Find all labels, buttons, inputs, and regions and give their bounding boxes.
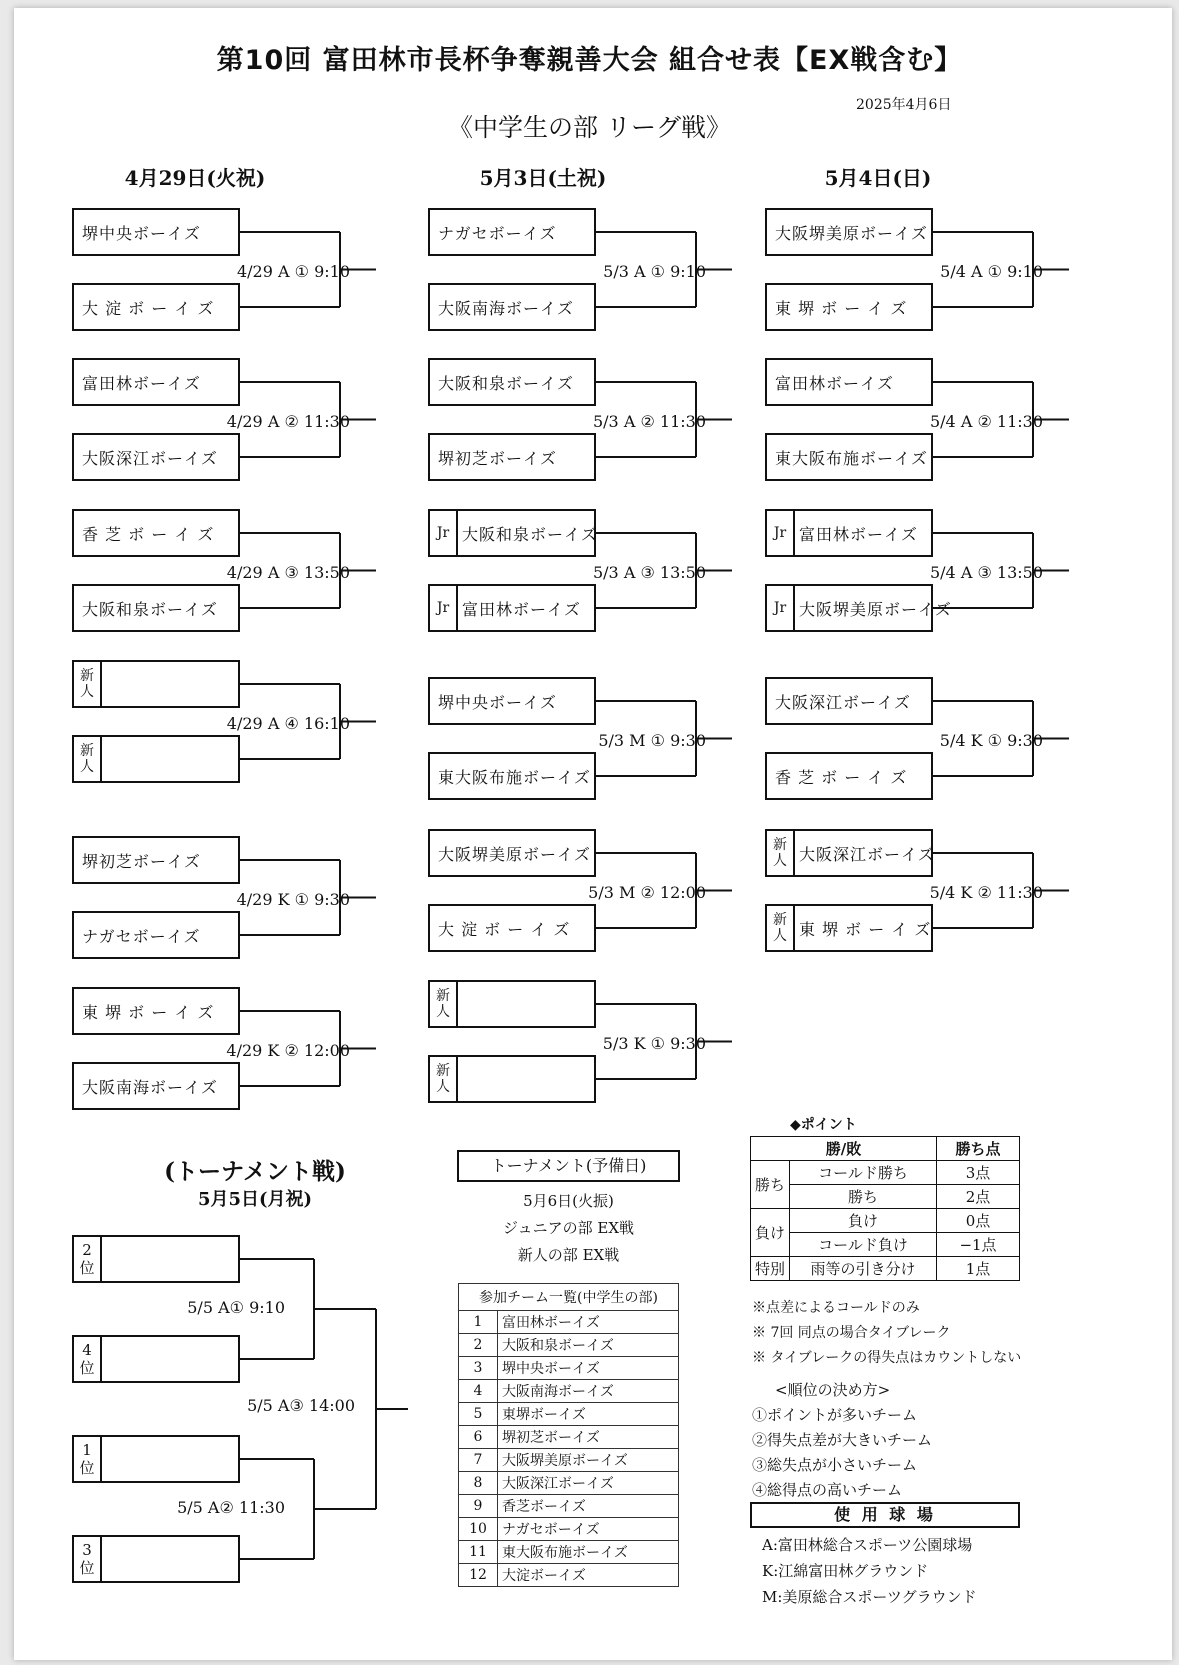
grounds-title: 使 用 球 場 <box>750 1502 1020 1528</box>
team-name: 富田林ボーイズ <box>82 373 201 393</box>
tournament-match-1: 5/5 A① 9:10 <box>187 1298 285 1317</box>
team-slot <box>428 509 596 557</box>
ranking-item-4: ④総得点の高いチーム <box>752 1481 903 1499</box>
team-name: 堺中央ボーイズ <box>438 692 557 712</box>
ground-a: A:富田林総合スポーツ公園球場 <box>762 1536 973 1554</box>
team-name: 堺中央ボーイズ <box>82 223 201 243</box>
team-name: 大阪堺美原ボーイズ <box>775 223 928 243</box>
match-info: 5/4 K ① 9:30 <box>939 731 1043 750</box>
issue-date: 2025年4月6日 <box>856 97 952 113</box>
team-slot <box>765 283 933 331</box>
called-lose-points: −1点 <box>937 1233 1020 1257</box>
ranking-item-2: ②得失点差が大きいチーム <box>752 1431 933 1449</box>
match-info: 4/29 A ④ 16:10 <box>226 714 350 733</box>
team-name: 大阪深江ボーイズ <box>775 692 911 712</box>
win-points: 2点 <box>937 1185 1020 1209</box>
team-slot <box>72 660 240 708</box>
match-info: 5/3 A ① 9:10 <box>603 262 706 281</box>
day-header-2: 5月3日(土祝) <box>479 166 607 190</box>
ranking-item-3: ③総失点が小さいチーム <box>752 1456 918 1474</box>
team-slot <box>72 584 240 632</box>
rain-points: 1点 <box>937 1257 1020 1281</box>
lose-group: 負け <box>751 1209 790 1257</box>
slot-tag: 新 人 <box>767 831 795 875</box>
team-name: 大阪和泉ボーイズ <box>462 524 598 544</box>
team-name: 大阪深江ボーイズ <box>799 844 935 864</box>
team-name: 堺初芝ボーイズ <box>438 448 557 468</box>
note-1: ※点差によるコールドのみ <box>752 1300 920 1316</box>
tournament-slot-3 <box>72 1435 240 1483</box>
team-slot <box>765 358 933 406</box>
rain-label: 雨等の引き分け <box>790 1257 937 1281</box>
team-slot <box>765 829 933 877</box>
team-slot <box>428 829 596 877</box>
team-slot <box>428 904 596 952</box>
team-slot <box>765 509 933 557</box>
tournament-final: 5/5 A③ 14:00 <box>247 1396 355 1415</box>
match-info: 5/3 M ② 12:00 <box>588 883 706 902</box>
team-name: 大阪南海ボーイズ <box>82 1077 218 1097</box>
team-slot <box>72 509 240 557</box>
team-list-name: 大阪和泉ボーイズ <box>498 1334 679 1357</box>
points-table <box>750 1136 1020 1281</box>
lose-label: 負け <box>790 1209 937 1233</box>
team-list-row <box>459 1472 679 1495</box>
team-slot <box>428 208 596 256</box>
team-number: 11 <box>459 1541 498 1564</box>
team-name: 大阪南海ボーイズ <box>438 298 574 318</box>
team-number: 12 <box>459 1564 498 1587</box>
team-slot <box>428 980 596 1028</box>
match-info: 4/29 K ① 9:30 <box>236 890 350 909</box>
team-list-name: 大阪堺美原ボーイズ <box>498 1449 679 1472</box>
team-number: 6 <box>459 1426 498 1449</box>
team-name: 大阪堺美原ボーイズ <box>799 599 952 619</box>
match-info: 4/29 A ② 11:30 <box>226 412 350 431</box>
team-list-row <box>459 1357 679 1380</box>
team-slot <box>765 752 933 800</box>
match-info: 4/29 A ① 9:10 <box>236 262 350 281</box>
team-name: ナガセボーイズ <box>438 223 557 243</box>
match-info: 5/4 K ② 11:30 <box>929 883 1043 902</box>
team-name: 大阪堺美原ボーイズ <box>438 844 591 864</box>
called-win-points: 3点 <box>937 1161 1020 1185</box>
team-name: 東大阪布施ボーイズ <box>775 448 928 468</box>
team-list-name: 東大阪布施ボーイズ <box>498 1541 679 1564</box>
slot-tag: 新 人 <box>74 662 102 706</box>
team-slot <box>72 735 240 783</box>
team-name: 香 芝 ボ ー イ ズ <box>82 524 215 544</box>
called-win-label: コールド勝ち <box>790 1161 937 1185</box>
team-list-row <box>459 1426 679 1449</box>
team-name <box>106 662 236 706</box>
team-slot <box>765 677 933 725</box>
team-list-table <box>458 1283 679 1587</box>
slot-tag: 新 人 <box>430 982 458 1026</box>
reserve-day-title: トーナメント(予備日) <box>457 1150 680 1182</box>
team-name <box>462 982 592 1026</box>
points-col-result: 勝/敗 <box>751 1137 937 1161</box>
page-title: 第10回 富田林市長杯争奪親善大会 組合せ表【EX戦含む】 <box>216 45 963 76</box>
rank-label: 4 位 <box>74 1337 102 1381</box>
team-slot <box>72 987 240 1035</box>
team-list-name: 東堺ボーイズ <box>498 1403 679 1426</box>
slot-tag: Jr <box>767 511 795 555</box>
ground-k: K:江綿富田林グラウンド <box>762 1562 929 1580</box>
match-info: 5/3 A ③ 13:50 <box>592 563 706 582</box>
team-slot <box>765 904 933 952</box>
team-slot <box>765 433 933 481</box>
team-slot <box>72 1062 240 1110</box>
win-label: 勝ち <box>790 1185 937 1209</box>
team-name: 東 堺 ボ ー イ ズ <box>799 919 932 939</box>
match-info: 4/29 A ③ 13:50 <box>226 563 350 582</box>
team-slot <box>72 836 240 884</box>
ground-m: M:美原総合スポーツグラウンド <box>762 1588 977 1606</box>
team-list-row <box>459 1518 679 1541</box>
team-list-row <box>459 1564 679 1587</box>
reserve-day-date: 5月6日(火振) <box>523 1192 614 1210</box>
tournament-slot-1 <box>72 1235 240 1283</box>
team-name: 大阪深江ボーイズ <box>82 448 218 468</box>
team-number: 10 <box>459 1518 498 1541</box>
team-number: 4 <box>459 1380 498 1403</box>
team-list-row <box>459 1380 679 1403</box>
team-number: 1 <box>459 1311 498 1334</box>
team-name: 東 堺 ボ ー イ ズ <box>82 1002 215 1022</box>
team-list-row <box>459 1495 679 1518</box>
team-name <box>462 1057 592 1101</box>
team-slot <box>428 677 596 725</box>
slot-tag: 新 人 <box>74 737 102 781</box>
tournament-slot-4 <box>72 1535 240 1583</box>
team-name: ナガセボーイズ <box>82 926 201 946</box>
team-name: 富田林ボーイズ <box>799 524 918 544</box>
team-slot <box>765 584 952 632</box>
rank-label: 1 位 <box>74 1437 102 1481</box>
team-name: 富田林ボーイズ <box>462 599 581 619</box>
team-name: 東 堺 ボ ー イ ズ <box>775 298 908 318</box>
team-list-name: 大阪深江ボーイズ <box>498 1472 679 1495</box>
team-number: 3 <box>459 1357 498 1380</box>
team-number: 5 <box>459 1403 498 1426</box>
day-header-3: 5月4日(日) <box>824 166 932 190</box>
ranking-item-1: ①ポイントが多いチーム <box>752 1406 918 1424</box>
team-slot <box>428 433 596 481</box>
team-list-name: 大淀ボーイズ <box>498 1564 679 1587</box>
rank-label: 3 位 <box>74 1537 102 1581</box>
note-3: ※ タイブレークの得失点はカウントしない <box>752 1350 1022 1366</box>
reserve-junior-ex: ジュニアの部 EX戦 <box>502 1219 635 1237</box>
team-list-row <box>459 1449 679 1472</box>
win-group: 勝ち <box>751 1161 790 1209</box>
called-lose-label: コールド負け <box>790 1233 937 1257</box>
team-name: 堺初芝ボーイズ <box>82 851 201 871</box>
team-slot <box>428 283 596 331</box>
tournament-date: 5月5日(月祝) <box>197 1189 313 1210</box>
team-list-name: 富田林ボーイズ <box>498 1311 679 1334</box>
team-list-name: 堺初芝ボーイズ <box>498 1426 679 1449</box>
points-heading: ◆ポイント <box>790 1117 857 1133</box>
reserve-rookie-ex: 新人の部 EX戦 <box>517 1246 620 1264</box>
tournament-slot-2 <box>72 1335 240 1383</box>
team-name: 大 淀 ボ ー イ ズ <box>82 298 215 318</box>
note-2: ※ 7回 同点の場合タイブレーク <box>752 1325 951 1341</box>
team-slot <box>72 433 240 481</box>
lose-points: 0点 <box>937 1209 1020 1233</box>
league-subtitle: 《中学生の部 リーグ戦》 <box>448 113 731 142</box>
team-slot <box>72 208 240 256</box>
team-name: 大 淀 ボ ー イ ズ <box>438 919 571 939</box>
slot-tag: Jr <box>430 511 458 555</box>
slot-tag: 新 人 <box>430 1057 458 1101</box>
team-list-name: 香芝ボーイズ <box>498 1495 679 1518</box>
tournament-match-2: 5/5 A② 11:30 <box>177 1498 285 1517</box>
team-list-row <box>459 1311 679 1334</box>
match-info: 4/29 K ② 12:00 <box>226 1041 350 1060</box>
team-slot <box>428 752 596 800</box>
team-slot <box>72 911 240 959</box>
day-header-1: 4月29日(火祝) <box>124 166 266 190</box>
team-list-name: 大阪南海ボーイズ <box>498 1380 679 1403</box>
team-name: 大阪和泉ボーイズ <box>82 599 218 619</box>
team-list-row <box>459 1334 679 1357</box>
match-info: 5/3 A ② 11:30 <box>592 412 706 431</box>
points-col-points: 勝ち点 <box>937 1137 1020 1161</box>
ranking-title: <順位の決め方> <box>775 1381 891 1399</box>
team-number: 7 <box>459 1449 498 1472</box>
special-group: 特別 <box>751 1257 790 1281</box>
team-slot <box>428 1055 596 1103</box>
team-slot <box>72 283 240 331</box>
slot-tag: Jr <box>430 586 458 630</box>
team-name: 富田林ボーイズ <box>775 373 894 393</box>
team-slot <box>72 358 240 406</box>
team-number: 9 <box>459 1495 498 1518</box>
match-info: 5/3 M ① 9:30 <box>598 731 706 750</box>
tournament-title: (トーナメント戦) <box>164 1158 346 1185</box>
team-number: 2 <box>459 1334 498 1357</box>
team-number: 8 <box>459 1472 498 1495</box>
rank-label: 2 位 <box>74 1237 102 1281</box>
team-slot <box>765 208 933 256</box>
team-slot <box>428 358 596 406</box>
match-info: 5/4 A ① 9:10 <box>940 262 1043 281</box>
match-info: 5/4 A ③ 13:50 <box>929 563 1043 582</box>
team-list-header: 参加チーム一覧(中学生の部) <box>459 1284 679 1311</box>
team-name: 香 芝 ボ ー イ ズ <box>775 767 908 787</box>
team-list-name: ナガセボーイズ <box>498 1518 679 1541</box>
team-list-row <box>459 1541 679 1564</box>
team-name: 東大阪布施ボーイズ <box>438 767 591 787</box>
team-name <box>106 737 236 781</box>
team-slot <box>428 584 596 632</box>
slot-tag: Jr <box>767 586 795 630</box>
match-info: 5/3 K ① 9:30 <box>602 1034 706 1053</box>
team-list-row <box>459 1403 679 1426</box>
slot-tag: 新 人 <box>767 906 795 950</box>
team-list-name: 堺中央ボーイズ <box>498 1357 679 1380</box>
team-name: 大阪和泉ボーイズ <box>438 373 574 393</box>
match-info: 5/4 A ② 11:30 <box>929 412 1043 431</box>
